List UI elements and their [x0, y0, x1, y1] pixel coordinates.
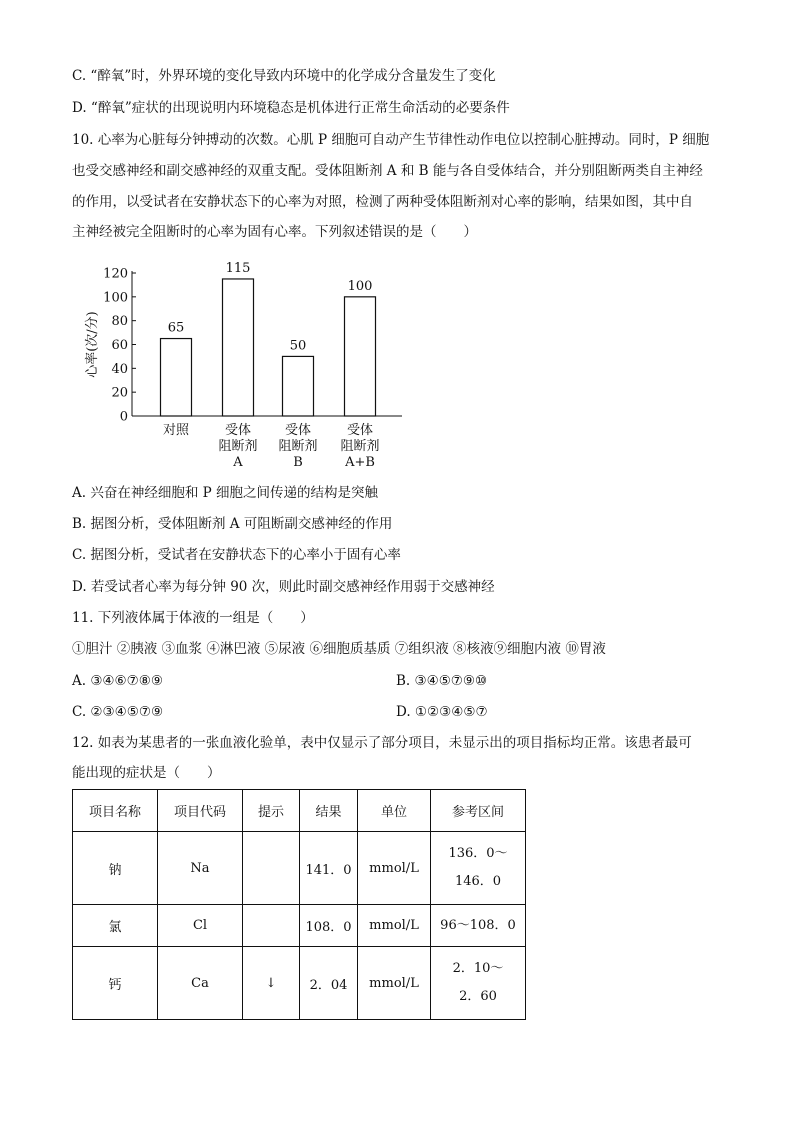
category-label: 受体: [346, 423, 374, 438]
header-cell: 提示: [243, 790, 300, 832]
y-tick-label: 120: [103, 266, 128, 282]
reference-range-cell: [431, 947, 526, 1020]
table-header-row: [73, 790, 526, 832]
item-name-cell: 钙: [73, 947, 158, 1020]
q10-option-b: B. 据图分析，受体阻断剂 A 可阻断副交感神经的作用: [72, 516, 393, 532]
reference-range-line: 146．0: [454, 874, 502, 889]
hint-cell: [243, 832, 300, 905]
q11-option-b: B. ③④⑤⑦⑨⑩: [396, 673, 488, 689]
result-cell: 141．0: [300, 832, 358, 905]
y-axis-title: 心率(次/分): [85, 311, 100, 378]
reference-range-line: 136．0～: [448, 846, 508, 861]
table-row: [73, 905, 526, 947]
q11-option-c: C. ②③④⑤⑦⑨: [72, 704, 164, 720]
unit-cell: mmol/L: [358, 832, 431, 905]
table-row: [73, 832, 526, 905]
bar: [161, 339, 192, 416]
bar: [283, 356, 314, 416]
header-cell: 项目名称: [73, 790, 158, 832]
result-cell: 108．0: [300, 905, 358, 947]
heart-rate-bar-chart: [72, 258, 412, 473]
y-tick-label: 20: [111, 385, 128, 401]
item-name-cell: 钠: [73, 832, 158, 905]
unit-cell: mmol/L: [358, 905, 431, 947]
category-label: A+B: [345, 455, 375, 470]
q11-stem: 11. 下列液体属于体液的一组是（ ）: [72, 610, 314, 626]
q11-items: ①胆汁 ②胰液 ③血浆 ④淋巴液 ⑤尿液 ⑥细胞质基质 ⑦组织液 ⑧核液⑨细胞内液 ⑩胃液: [72, 641, 606, 657]
category-label: A: [233, 455, 243, 470]
category-label: 受体: [284, 423, 312, 438]
bar-value-label: 100: [347, 278, 373, 294]
bar-value-label: 50: [289, 338, 307, 354]
item-code-cell: Ca: [158, 947, 243, 1020]
reference-range-line: 96～108．0: [440, 917, 516, 933]
bar: [223, 279, 254, 416]
category-label: 阻断剂: [278, 439, 318, 454]
item-code-cell: Na: [158, 832, 243, 905]
y-tick-label: 80: [111, 314, 128, 330]
q10-option-a: A. 兴奋在神经细胞和 P 细胞之间传递的结构是突触: [72, 485, 378, 501]
reference-range-line: 2．10～: [452, 961, 504, 976]
category-label: 对照: [162, 423, 190, 438]
q10-option-c: C. 据图分析，受试者在安静状态下的心率小于固有心率: [72, 547, 401, 563]
category-label: 阻断剂: [218, 439, 258, 454]
header-cell: 参考区间: [431, 790, 526, 832]
q9-option-c: C. “醉氧”时，外界环境的变化导致内环境中的化学成分含量发生了变化: [72, 68, 496, 84]
q10-stem-line-1: 10. 心率为心脏每分钟搏动的次数。心肌 P 细胞可自动产生节律性动作电位以控制心脏搏动。同时，P 细胞: [72, 132, 710, 148]
hint-cell: [243, 905, 300, 947]
y-tick-label: 0: [119, 409, 128, 425]
q10-stem-line-4: 主神经被完全阻断时的心率为固有心率。下列叙述错误的是（ ）: [72, 224, 477, 240]
q12-stem-line-1: 12. 如表为某患者的一张血液化验单，表中仅显示了部分项目，未显示出的项目指标均正常。该患者最可: [72, 735, 692, 751]
unit-cell: mmol/L: [358, 947, 431, 1020]
category-label: 受体: [224, 423, 252, 438]
item-code-cell: Cl: [158, 905, 243, 947]
blood-test-table: [72, 789, 526, 1020]
header-cell: 单位: [358, 790, 431, 832]
hint-cell: ↓: [243, 947, 300, 1020]
item-name-cell: 氯: [73, 905, 158, 947]
bar: [345, 297, 376, 416]
bar-value-label: 115: [225, 260, 251, 276]
reference-range-line: 2．60: [459, 989, 497, 1004]
table-row: [73, 947, 526, 1020]
q9-option-d: D. “醉氧”症状的出现说明内环境稳态是机体进行正常生命活动的必要条件: [72, 100, 510, 116]
category-label: 阻断剂: [340, 439, 380, 454]
q11-option-d: D. ①②③④⑤⑦: [396, 704, 488, 720]
header-cell: 项目代码: [158, 790, 243, 832]
q12-stem-line-2: 能出现的症状是（ ）: [72, 765, 221, 781]
reference-range-cell: [431, 905, 526, 947]
result-cell: 2．04: [300, 947, 358, 1020]
y-tick-label: 40: [111, 361, 128, 377]
bar-value-label: 65: [167, 320, 185, 336]
q10-option-d: D. 若受试者心率为每分钟 90 次，则此时副交感神经作用弱于交感神经: [72, 579, 495, 595]
y-tick-label: 60: [111, 338, 128, 353]
q11-option-a: A. ③④⑥⑦⑧⑨: [72, 673, 163, 689]
header-cell: 结果: [300, 790, 358, 832]
y-tick-label: 100: [103, 290, 128, 306]
reference-range-cell: [431, 832, 526, 905]
category-label: B: [293, 455, 303, 470]
q10-stem-line-2: 也受交感神经和副交感神经的双重支配。受体阻断剂 A 和 B 能与各自受体结合，并分别阻断两类自主神经: [72, 163, 703, 179]
q10-stem-line-3: 的作用，以受试者在安静状态下的心率为对照，检测了两种受体阻断剂对心率的影响，结果如图，其中自: [72, 194, 693, 210]
